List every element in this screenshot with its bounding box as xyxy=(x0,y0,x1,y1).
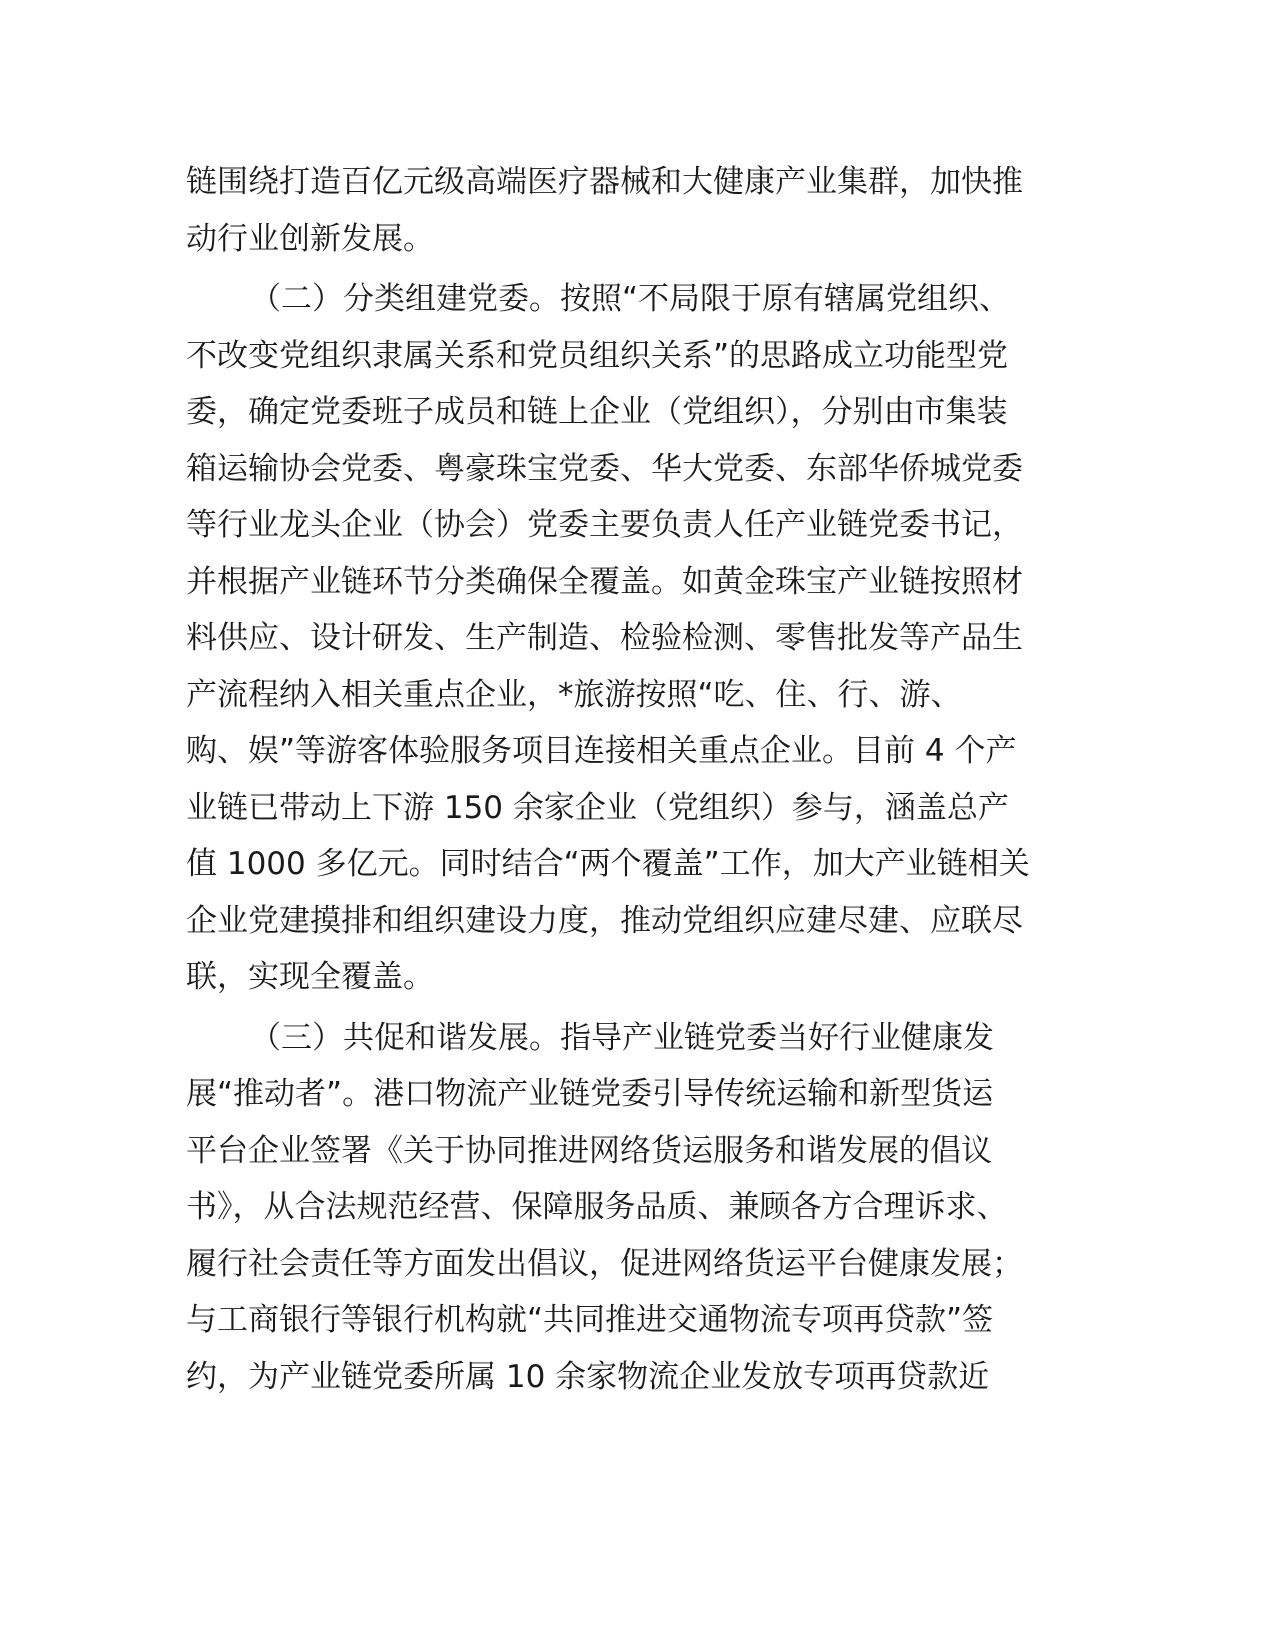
text-line: 并根据产业链环节分类确保全覆盖。如黄金珠宝产业链按照材 xyxy=(186,563,1023,600)
text-line: 书》，从合法规范经营、保障服务品质、兼顾各方合理诉求、 xyxy=(186,1189,1008,1225)
text-line: 产流程纳入相关重点企业，*旅游按照“吃、住、行、游、 xyxy=(186,676,962,713)
text-line: 约，为产业链党委所属 10 余家物流企业发放专项再贷款近 xyxy=(186,1358,990,1395)
text-line: 值 1000 多亿元。同时结合“两个覆盖”工作，加大产业链相关 xyxy=(186,846,1030,882)
text-line: 企业党建摸排和组织建设力度，推动党组织应建尽建、应联尽 xyxy=(186,902,1023,939)
text-line: 业链已带动上下游 150 余家企业（党组织）参与，涵盖总产 xyxy=(186,789,1009,826)
paragraph-2 xyxy=(186,271,1086,1006)
text-line: 购、娱”等游客体验服务项目连接相关重点企业。目前 4 个产 xyxy=(186,733,1017,769)
text-line: 箱运输协会党委、粤豪珠宝党委、华大党委、东部华侨城党委 xyxy=(186,450,1023,487)
text-line: 链围绕打造百亿元级高端医疗器械和大健康产业集群，加快推 xyxy=(186,164,1023,200)
text-line: 委，确定党委班子成员和链上企业（党组织），分别由市集装 xyxy=(186,394,1008,430)
text-line: 联，实现全覆盖。 xyxy=(186,959,434,995)
text-line: 平台企业签署《关于协同推进网络货运服务和谐发展的倡议 xyxy=(186,1132,992,1169)
paragraph-3 xyxy=(186,1010,1086,1406)
text-line: （二）分类组建党委。按照“不局限于原有辖属党组织、 xyxy=(250,281,1011,317)
text-line: 动行业创新发展。 xyxy=(186,220,434,257)
text-line: 等行业龙头企业（协会）党委主要负责人任产业链党委书记， xyxy=(186,507,1023,543)
text-line: 履行社会责任等方面发出倡议，促进网络货运平台健康发展； xyxy=(186,1245,1023,1282)
paragraph-1 xyxy=(186,154,1086,267)
text-line: （三）共促和谐发展。指导产业链党委当好行业健康发 xyxy=(250,1019,994,1056)
document-body xyxy=(186,154,1086,1405)
text-line: 展“推动者”。港口物流产业链党委引导传统运输和新型货运 xyxy=(186,1076,994,1112)
text-line: 与工商银行等银行机构就“共同推进交通物流专项再贷款”签 xyxy=(186,1302,994,1338)
text-line: 料供应、设计研发、生产制造、检验检测、零售批发等产品生 xyxy=(186,620,1023,656)
text-line: 不改变党组织隶属关系和党员组织关系”的思路成立功能型党 xyxy=(186,337,1009,374)
